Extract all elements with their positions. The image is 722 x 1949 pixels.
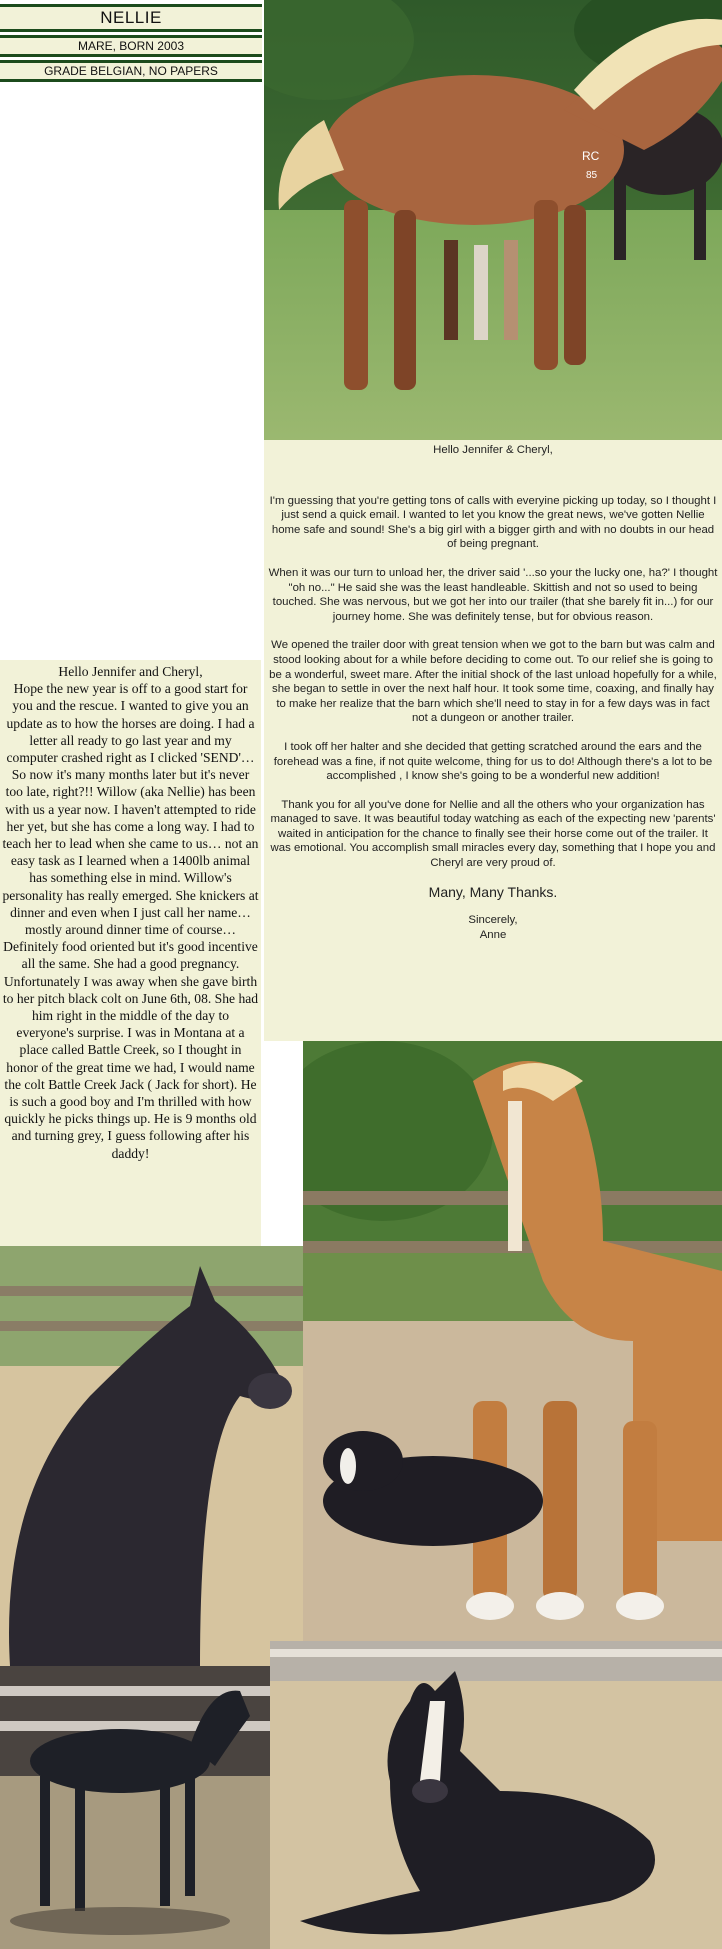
- letter-anne-paragraph: Thank you for all you've done for Nellie and all the others who your organization has managed to save. It was beautiful today watching as each of the expecting new 'parents' waited in anticipation for the chance to finally see their horse come out of the trailer. It was emotional. You accomplish small miracles every day, something that I hope you and Cheryl are very proud of.: [270, 798, 716, 870]
- photo-black-colt-standing: [0, 1666, 270, 1949]
- horse-name-title: NELLIE: [0, 4, 262, 32]
- letter-from-anne: [264, 440, 722, 1041]
- photo-black-foal-lying: [270, 1641, 722, 1949]
- letter-update: [0, 660, 261, 1246]
- letter-anne-paragraph: I'm guessing that you're getting tons of calls with everyine picking up today, so I thought I just send a quick email. I wanted to let you know the great news, we've gotten Nellie home safe and sound! She's a big girl with a bigger girth and with no doubts in our head of being pregnant.: [269, 494, 717, 551]
- photo-black-foal-head: [0, 1246, 303, 1666]
- letter-anne-signature: Anne: [479, 928, 507, 941]
- letter-update-greeting: Hello Jennifer and Cheryl,: [58, 664, 203, 679]
- letter-anne-thanks: Many, Many Thanks.: [428, 883, 558, 900]
- horse-sex-born: MARE, BORN 2003: [0, 35, 262, 57]
- svg-text:RC: RC: [582, 149, 600, 163]
- letter-anne-paragraph: When it was our turn to unload her, the driver said '...so your the lucky one, ha?' I thought "oh no..." He said she was the least handleable. Skittish and not so used to being touched. She was nervous, but we got her into our trailer (that she barely fit in...) for our journey home. She was definitely tense, but for obvious reason.: [268, 566, 718, 623]
- svg-text:85: 85: [586, 170, 598, 181]
- photo-chestnut-mare-and-foal: [303, 1041, 722, 1641]
- letter-anne-closing: Sincerely,: [468, 914, 518, 927]
- letter-anne-paragraph: I took off her halter and she decided that getting scratched around the ears and the forehead was a fine, if not quite welcome, thing for us to do! Although there's a lot to be accomplished , I know she's going to be a wonderful new addition!: [273, 740, 713, 783]
- letter-anne-paragraph: We opened the trailer door with great tension when we got to the barn but was calm and stood looking about for a while before deciding to come out. To our relief she is going to be a wonderful, sweet mare. After the initial shock of the last unload hopefully for a while, she began to settle in over the next half hour. It took some time, coaxing, and finally hay to make her realize that the barn which she'll need to stay in for a few days was in fact not a dungeon or another trailer.: [269, 639, 717, 725]
- letter-update-body: Hope the new year is off to a good start for you and the rescue. I wanted to give you an update as to how the horses are doing. I had a letter all ready to go last year and my computer crashed right as I clicked 'SEND'… So now it's many months later but it's never too late, right?!! Willow (aka Nellie) has been with us a year now. I haven't attempted to ride her yet, but she has come a long way. I had to teach her to lead when she came to us… not an easy task as I learned when a 1400lb animal has something else in mind. Willow's personality has really emerged. She knickers at dinner and even when I just call her name… mostly around dinner time of course… Definitely food oriented but it's good incentive all the same. She had a good pregnancy. Unfortunately I was away when she gave birth to her pitch black colt on June 6th, 08. She had him right in the middle of the day to everyone's surprise. I was in Montana at a place called Battle Creek, so I thought in honor of the great time we had, I would name the colt Battle Creek Jack ( Jack for short). He is such a good boy and I'm thrilled with how quickly he picks things up. He is 9 months old and turning grey, I guess following after his daddy!: [2, 681, 259, 1161]
- photo-chestnut-mare-in-pasture: [264, 0, 722, 440]
- horse-breed: GRADE BELGIAN, NO PAPERS: [0, 60, 262, 82]
- letter-anne-greeting: Hello Jennifer & Cheryl,: [433, 444, 553, 456]
